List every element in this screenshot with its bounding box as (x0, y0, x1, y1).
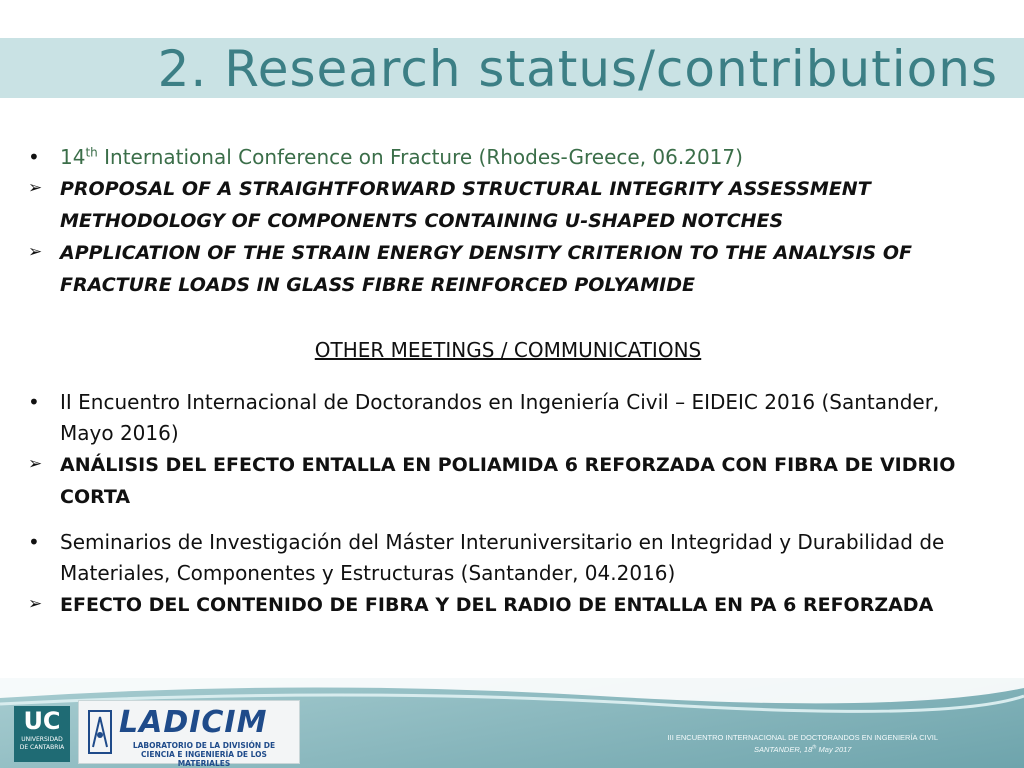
conference-item-2-line-1: APPLICATION OF THE STRAIN ENERGY DENSITY CRITERION TO THE ANALYSIS OF (60, 242, 912, 264)
laboratory-logo (78, 700, 300, 768)
conference-ordinal-suffix: th (85, 145, 98, 160)
laboratory-subtitle-2: CIENCIA E INGENIERÍA DE LOS MATERIALES (141, 750, 267, 768)
conference-item-1-cont (28, 205, 988, 237)
conference-item-2 (28, 237, 988, 269)
meeting-1-line-1: II Encuentro Internacional de Doctorandos en Ingeniería Civil – EIDEIC 2016 (Santander, (60, 390, 940, 414)
meeting-1-item-line-2: CORTA (60, 486, 131, 508)
arrow-bullet-icon: ➢ (28, 454, 43, 474)
university-logo-text-1: UNIVERSIDAD (21, 736, 63, 743)
university-logo-mark: UC (23, 707, 61, 735)
meeting-2-item (28, 589, 988, 621)
conference-title (60, 145, 743, 169)
conference-item-1-line-2: METHODOLOGY OF COMPONENTS CONTAINING U-SHAPED NOTCHES (60, 210, 784, 232)
footer-date-prefix: SANTANDER, 18 (754, 745, 813, 754)
page-title: 2. Research status/contributions (157, 40, 998, 98)
arrow-bullet-icon: ➢ (28, 178, 43, 198)
laboratory-subtitle (119, 741, 289, 768)
bullet-icon: • (28, 390, 40, 414)
meeting-2-line-2: Materiales, Componentes y Estructuras (Santander, 04.2016) (60, 561, 676, 585)
meeting-1-cont (28, 418, 988, 449)
arrow-bullet-icon: ➢ (28, 242, 43, 262)
conference-item-1-line-1: PROPOSAL OF A STRAIGHTFORWARD STRUCTURAL INTEGRITY ASSESSMENT (60, 178, 871, 200)
meeting-1-item-cont (28, 481, 988, 513)
university-logo (14, 706, 70, 762)
meeting-2 (28, 527, 988, 558)
other-meetings-heading: OTHER MEETINGS / COMMUNICATIONS (314, 338, 702, 362)
meeting-1-item-line-1: ANÁLISIS DEL EFECTO ENTALLA EN POLIAMIDA 6 REFORZADA CON FIBRA DE VIDRIO (60, 454, 956, 476)
footer-date-suffix: th (812, 744, 817, 751)
conference-line (28, 142, 988, 173)
footer (0, 678, 1024, 768)
footer-event-name: III ENCUENTRO INTERNACIONAL DE DOCTORANDOS EN INGENIERÍA CIVIL (667, 733, 938, 742)
university-logo-text-2: DE CANTABRIA (19, 744, 65, 751)
conference-text: International Conference on Fracture (Rhodes-Greece, 06.2017) (97, 145, 743, 169)
laboratory-emblem-icon (85, 707, 115, 757)
conference-ordinal: 14 (60, 145, 86, 169)
arrow-bullet-icon: ➢ (28, 594, 43, 614)
laboratory-subtitle-1: LABORATORIO DE LA DIVISIÓN DE (132, 741, 276, 750)
meeting-1 (28, 387, 988, 418)
footer-event-info (668, 732, 938, 756)
bullet-icon: • (28, 530, 40, 554)
meeting-1-line-2: Mayo 2016) (60, 421, 179, 445)
meeting-2-line-1: Seminarios de Investigación del Máster Interuniversitario en Integridad y Durabilidad de (60, 530, 945, 554)
meeting-2-item-line-1: EFECTO DEL CONTENIDO DE FIBRA Y DEL RADIO DE ENTALLA EN PA 6 REFORZADA (60, 594, 934, 616)
meeting-1-item (28, 449, 988, 481)
laboratory-name: LADICIM (119, 705, 268, 740)
conference-item-2-line-2: FRACTURE LOADS IN GLASS FIBRE REINFORCED POLYAMIDE (60, 274, 695, 296)
conference-item-2-cont (28, 269, 988, 301)
slide-content (28, 142, 988, 621)
meeting-2-cont (28, 558, 988, 589)
footer-event-date (668, 744, 938, 756)
footer-date-month: May 2017 (816, 745, 852, 754)
bullet-icon: • (28, 145, 40, 169)
conference-item-1 (28, 173, 988, 205)
